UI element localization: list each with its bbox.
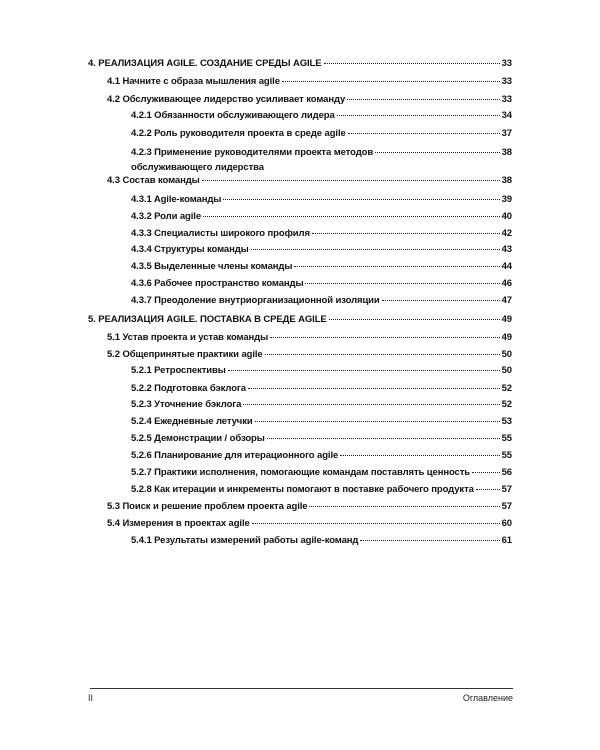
toc-entry-title: 4.3.1 Agile-команды: [131, 194, 222, 205]
toc-leader-dots: [472, 472, 500, 473]
toc-leader-dots: [203, 216, 500, 217]
toc-leader-dots: [270, 337, 500, 338]
toc-entry[interactable]: [131, 416, 512, 428]
toc-entry-page: 55: [501, 450, 512, 461]
toc-entry[interactable]: [131, 450, 512, 462]
toc-leader-dots: [223, 199, 499, 200]
toc-entry-page: 52: [501, 399, 512, 410]
toc-entry-title: 5.2.1 Ретроспективы: [131, 365, 226, 376]
toc-leader-dots: [309, 506, 499, 507]
toc-entry-page: 56: [501, 467, 512, 478]
toc-entry-page: 50: [501, 349, 512, 360]
toc-leader-dots: [324, 63, 500, 64]
toc-entry-title: 4.3.5 Выделенные члены команды: [131, 261, 293, 272]
toc-entry[interactable]: [131, 228, 512, 240]
toc-entry[interactable]: [131, 211, 512, 223]
toc-entry-title: 4. РЕАЛИЗАЦИЯ AGILE. СОЗДАНИЕ СРЕДЫ AGILE: [88, 58, 322, 69]
toc-entry[interactable]: [107, 332, 512, 344]
toc-entry[interactable]: [131, 535, 512, 547]
toc-entry[interactable]: [131, 145, 512, 175]
toc-leader-dots: [305, 283, 499, 284]
toc-leader-dots: [340, 455, 499, 456]
toc-entry-title: 5.2.2 Подготовка бэклога: [131, 383, 246, 394]
toc-leader-dots: [255, 421, 500, 422]
toc-leader-dots: [243, 404, 499, 405]
toc-entry-page: 39: [501, 194, 512, 205]
toc-entry[interactable]: [131, 295, 512, 307]
toc-entry-page: 37: [501, 128, 512, 139]
toc-entry-page: 57: [501, 484, 512, 495]
toc-entry-title: 4.2.1 Обязанности обслуживающего лидера: [131, 110, 335, 121]
toc-entry[interactable]: [88, 314, 512, 326]
toc-leader-dots: [312, 233, 500, 234]
toc-entry-title: 4.3.4 Структуры команды: [131, 244, 249, 255]
toc-entry[interactable]: [107, 175, 512, 187]
toc-leader-dots: [360, 540, 499, 541]
toc-entry[interactable]: [107, 518, 512, 530]
toc-entry[interactable]: [107, 76, 512, 88]
toc-entry-page: 50: [501, 365, 512, 376]
footer-section-title: Оглавление: [462, 693, 513, 703]
toc-entry[interactable]: [107, 501, 512, 513]
toc-entry[interactable]: [131, 467, 512, 479]
footer-page-number: II: [88, 693, 94, 703]
toc-entry[interactable]: [131, 383, 512, 395]
toc-leader-dots: [348, 133, 500, 134]
toc-entry-title: 5.2.5 Демонстрации / обзоры: [131, 433, 265, 444]
toc-leader-dots: [382, 300, 500, 301]
toc-entry-page: 33: [501, 58, 512, 69]
toc-entry[interactable]: [131, 261, 512, 273]
toc-leader-dots: [329, 319, 500, 320]
toc-entry-title: 5. РЕАЛИЗАЦИЯ AGILE. ПОСТАВКА В СРЕДЕ AGILE: [88, 314, 327, 325]
toc-leader-dots: [202, 180, 500, 181]
toc-entry-page: 33: [501, 76, 512, 87]
toc-entry-page: 34: [501, 110, 512, 121]
toc-entry-page: 60: [501, 518, 512, 529]
toc-leader-dots: [347, 99, 499, 100]
toc-entry[interactable]: [131, 484, 512, 496]
toc-entry-title: 5.2 Общепринятые практики agile: [107, 349, 263, 360]
toc-leader-dots: [267, 438, 500, 439]
toc-entry-page: 47: [501, 295, 512, 306]
toc-entry-title: 4.3.7 Преодоление внутриорганизационной изоляции: [131, 295, 380, 306]
toc-leader-dots: [265, 354, 500, 355]
toc-entry-page: 42: [501, 228, 512, 239]
toc-entry-title: 5.3 Поиск и решение проблем проекта agile: [107, 501, 308, 512]
toc-leader-dots: [375, 152, 500, 153]
toc-entry[interactable]: [131, 433, 512, 445]
toc-entry-title: 5.2.7 Практики исполнения, помогающие командам поставлять ценность: [131, 467, 471, 478]
toc-entry-page: 61: [501, 535, 512, 546]
toc-leader-dots: [282, 81, 500, 82]
toc-entry-title: 4.2 Обслуживающее лидерство усиливает команду: [107, 94, 346, 105]
toc-entry-title: 5.2.3 Уточнение бэклога: [131, 399, 242, 410]
toc-entry-title: 4.3.6 Рабочее пространство команды: [131, 278, 304, 289]
toc-entry-page: 49: [501, 332, 512, 343]
toc-entry-page: 57: [501, 501, 512, 512]
toc-entry-page: 52: [501, 383, 512, 394]
toc-leader-dots: [228, 370, 500, 371]
toc-entry[interactable]: [131, 194, 512, 206]
toc-entry[interactable]: [107, 94, 512, 106]
toc-entry-page: 46: [501, 278, 512, 289]
toc-entry[interactable]: [131, 128, 512, 140]
toc-entry-page: 53: [501, 416, 512, 427]
toc-leader-dots: [251, 249, 500, 250]
toc-entry-title: 4.3.2 Роли agile: [131, 211, 201, 222]
toc-entry-title: 5.1 Устав проекта и устав команды: [107, 332, 269, 343]
toc-leader-dots: [294, 266, 499, 267]
toc-entry-page: 44: [501, 261, 512, 272]
toc-entry[interactable]: [88, 58, 512, 70]
toc-entry-title: 4.1 Начните с образа мышления agile: [107, 76, 280, 87]
toc-entry-page: 55: [501, 433, 512, 444]
toc-entry-title: 4.3.3 Специалисты широкого профиля: [131, 228, 310, 239]
toc-entry[interactable]: [131, 399, 512, 411]
toc-entry-page: 38: [501, 147, 512, 158]
toc-entry-title: 4.3 Состав команды: [107, 175, 200, 186]
toc-leader-dots: [248, 388, 500, 389]
toc-entry-page: 40: [501, 211, 512, 222]
toc-entry-page: 38: [501, 175, 512, 186]
toc-entry-page: 33: [501, 94, 512, 105]
toc-entry-page: 43: [501, 244, 512, 255]
toc-entry[interactable]: [131, 110, 512, 122]
toc-entry-title: 4.2.2 Роль руководителя проекта в среде agile: [131, 128, 346, 139]
footer-divider: [90, 688, 513, 689]
toc-entry-title: 5.4 Измерения в проектах agile: [107, 518, 250, 529]
toc-leader-dots: [252, 523, 500, 524]
toc-entry-title: 5.2.6 Планирование для итерационного agile: [131, 450, 339, 461]
toc-leader-dots: [476, 489, 500, 490]
toc-entry-page: 49: [501, 314, 512, 325]
toc-entry[interactable]: [131, 365, 512, 377]
toc-entry-title: 5.2.4 Ежедневные летучки: [131, 416, 253, 427]
toc-entry-title: 4.2.3 Применение руководителями проекта методов обслуживающего лидерства: [131, 147, 374, 173]
toc-entry-title: 5.4.1 Результаты измерений работы agile-команд: [131, 535, 359, 546]
toc-entry[interactable]: [131, 278, 512, 290]
toc-entry-title: 5.2.8 Как итерации и инкременты помогают в поставке рабочего продукта: [131, 484, 474, 495]
toc-leader-dots: [337, 115, 500, 116]
toc-entry[interactable]: [131, 244, 512, 256]
toc-entry[interactable]: [107, 349, 512, 361]
